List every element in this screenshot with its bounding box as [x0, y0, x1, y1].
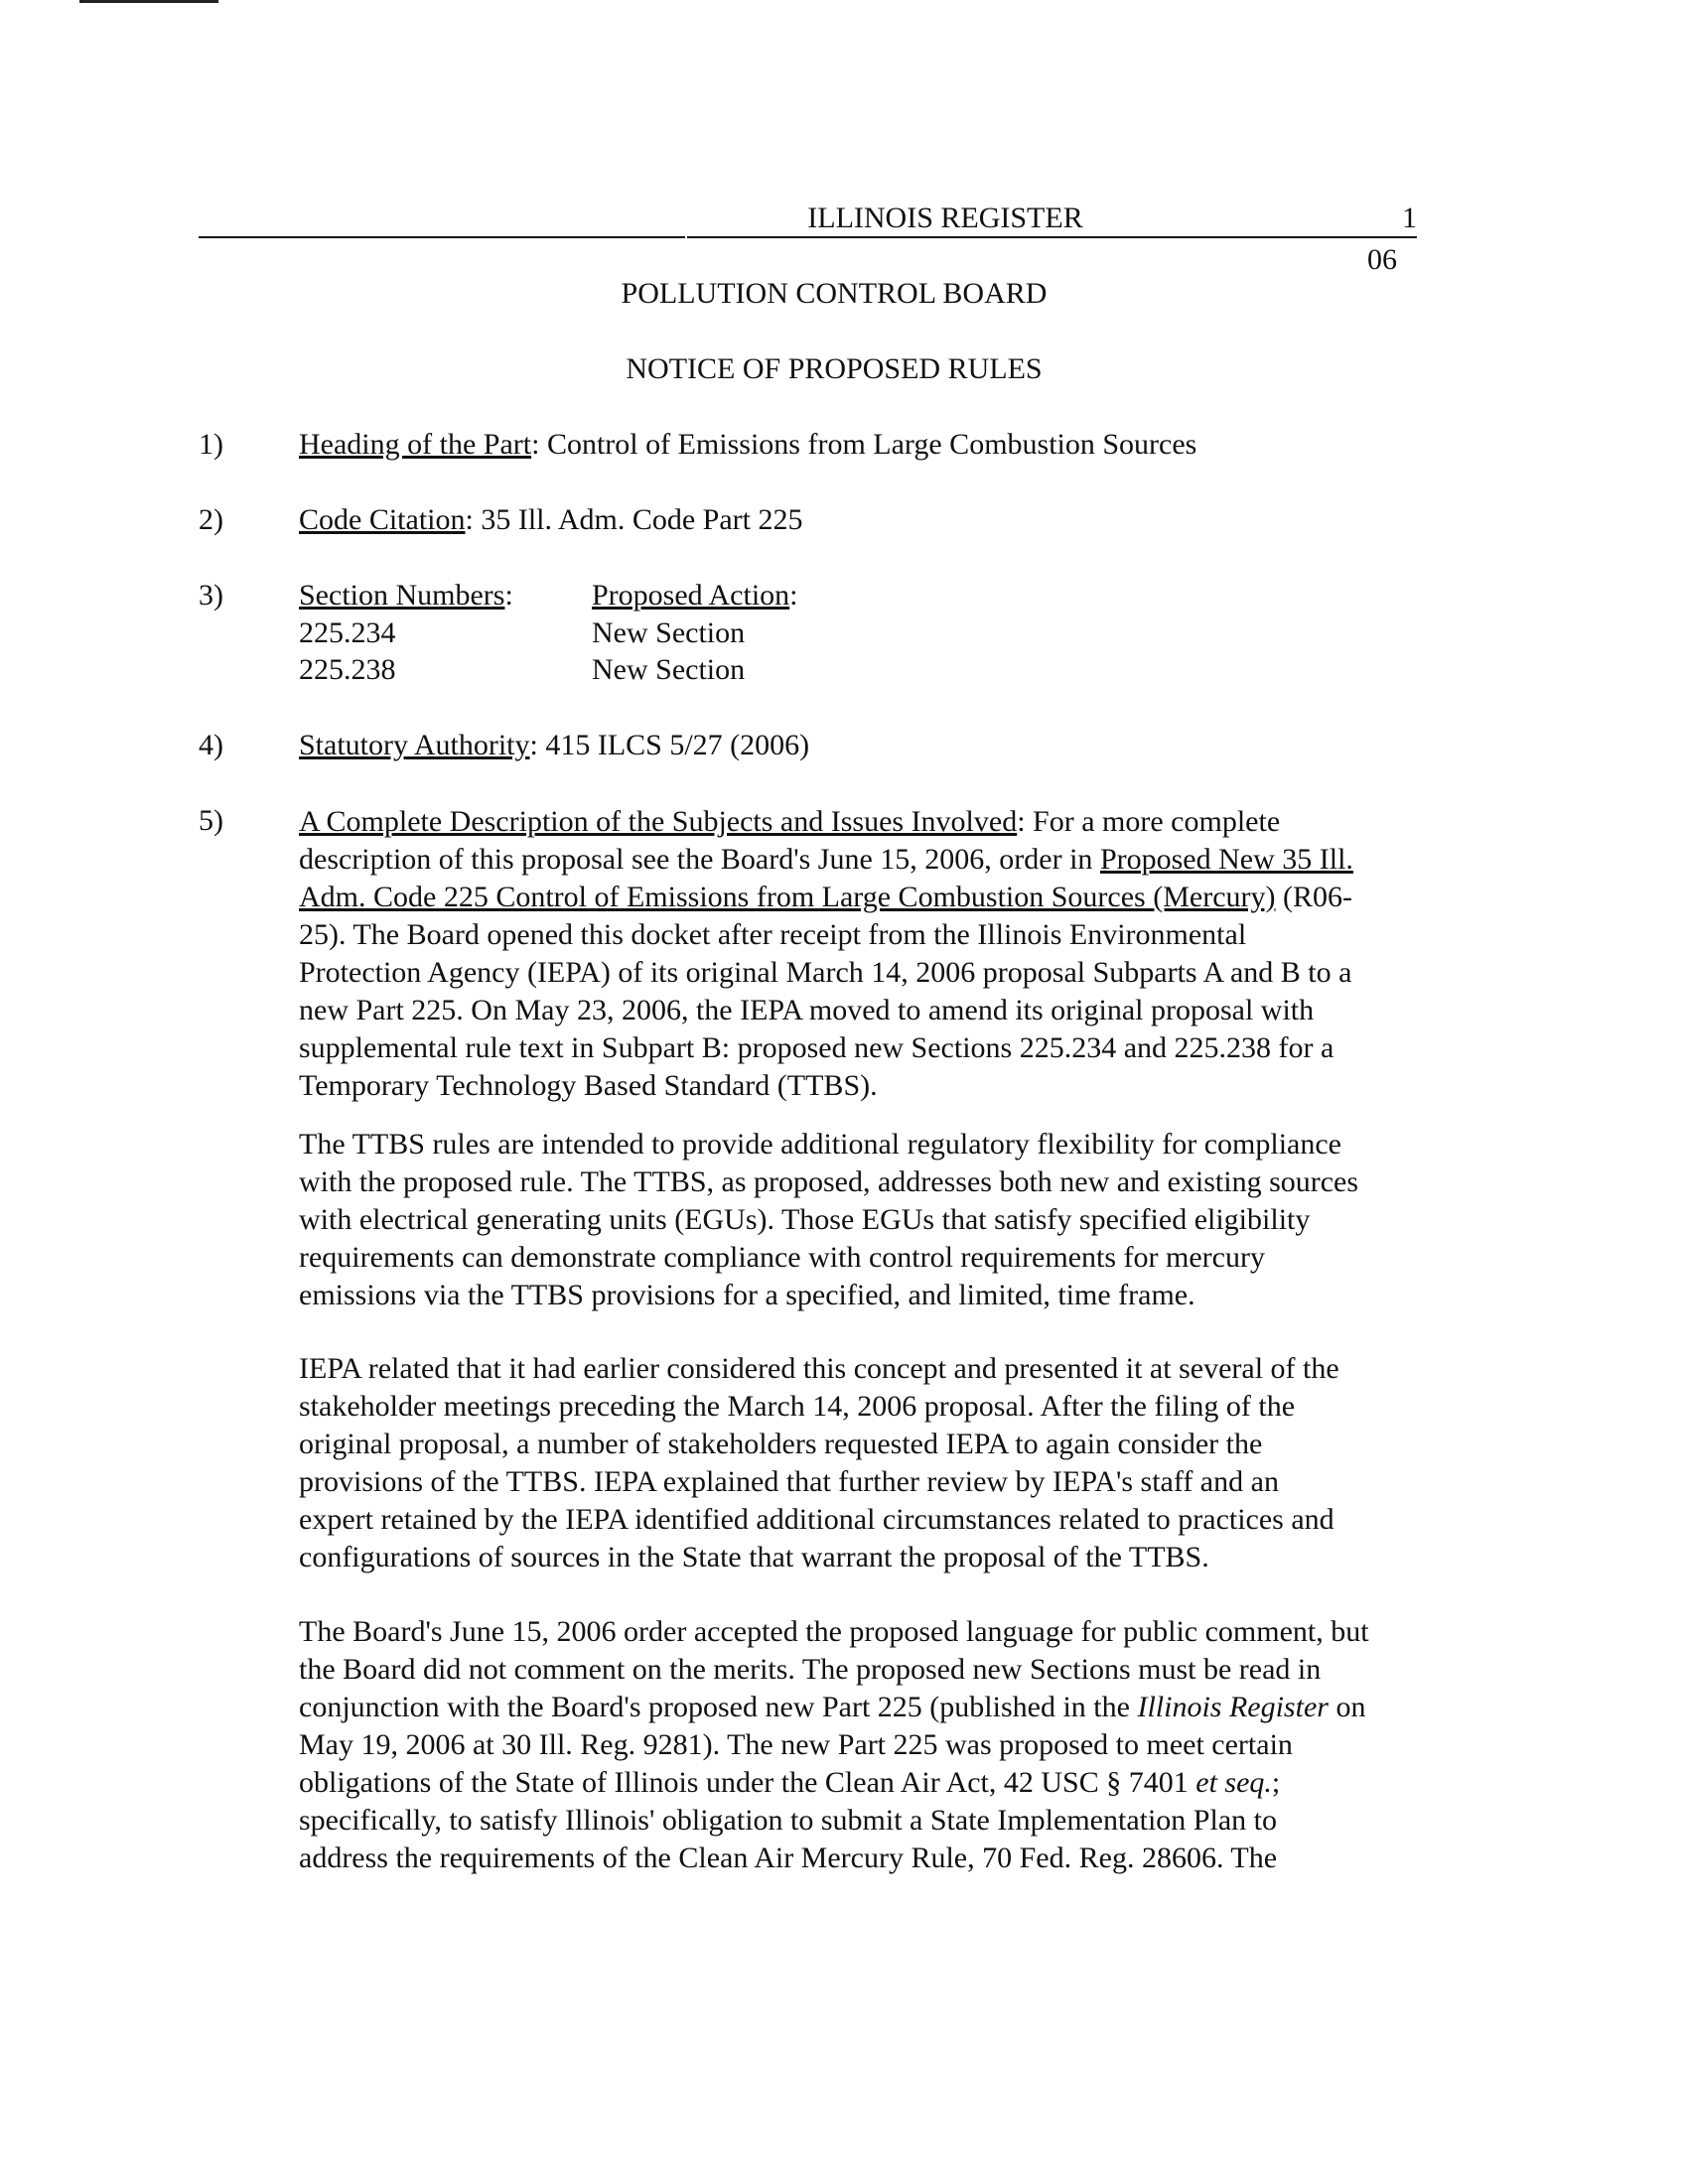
paragraph-line	[299, 841, 1471, 879]
proposed-action-label: Proposed Action	[592, 579, 790, 612]
item-4-text: : 415 ILCS 5/27 (2006)	[529, 729, 810, 761]
item-2-number: 2)	[199, 503, 223, 536]
paragraph-line: expert retained by the IEPA identified additional circumstances related to practices and	[299, 1503, 1334, 1536]
paragraph-line: IEPA related that it had earlier considered this concept and presented it at several of the	[299, 1352, 1339, 1385]
paragraph-line: provisions of the TTBS. IEPA explained that further review by IEPA's staff and an	[299, 1465, 1279, 1498]
item-2-text: : 35 Ill. Adm. Code Part 225	[465, 503, 803, 536]
header-rule-left	[199, 236, 685, 238]
item-4-line	[299, 728, 809, 763]
paragraph-line: May 19, 2006 at 30 Ill. Reg. 9281). The new Part 225 was proposed to meet certain	[299, 1728, 1293, 1761]
item-4-label: Statutory Authority	[299, 729, 530, 761]
paragraph-line: supplemental rule text in Subpart B: proposed new Sections 225.234 and 225.238 for a	[299, 1031, 1334, 1064]
item-5-text: : For a more complete	[1017, 805, 1281, 838]
item-3-number: 3)	[199, 579, 223, 612]
scan-corner-mark	[79, 0, 218, 3]
item-2-line	[299, 502, 803, 538]
paragraph-line	[299, 803, 1471, 841]
paragraph-line: The TTBS rules are intended to provide additional regulatory flexibility for compliance	[299, 1128, 1341, 1160]
register-header	[199, 201, 1417, 240]
paragraph-line: original proposal, a number of stakeholders requested IEPA to again consider the	[299, 1428, 1263, 1460]
paragraph-line: with electrical generating units (EGUs). Those EGUs that satisfy specified eligibility	[299, 1203, 1311, 1236]
item-1-label: Heading of the Part	[299, 428, 532, 461]
item-5-label: A Complete Description of the Subjects and Issues Involved	[299, 805, 1018, 838]
section-number-cell: 225.238	[299, 653, 396, 686]
ttbs-paragraph	[299, 1126, 1471, 1314]
paragraph-line	[299, 1689, 1471, 1726]
paragraph-line: address the requirements of the Clean Air Mercury Rule, 70 Fed. Reg. 28606. The	[299, 1842, 1278, 1874]
paragraph-line: stakeholder meetings preceding the March 14, 2006 proposal. After the filing of the	[299, 1390, 1296, 1423]
paragraph-text: ;	[1271, 1766, 1281, 1799]
docket-title-link: Adm. Code 225 Control of Emissions from Large Combustion Sources (Mercury)	[299, 881, 1276, 913]
paragraph-text: conjunction with the Board's proposed new Part 225 (published in the	[299, 1691, 1138, 1723]
paragraph-line: 25). The Board opened this docket after receipt from the Illinois Environmental	[299, 918, 1247, 951]
paragraph-line: requirements can demonstrate compliance with control requirements for mercury	[299, 1241, 1265, 1274]
section-numbers-header: Section Numbers:	[299, 579, 513, 612]
item-2-label: Code Citation	[299, 503, 466, 536]
paragraph-line: Temporary Technology Based Standard (TTBS).	[299, 1069, 878, 1102]
paragraph-line: The Board's June 15, 2006 order accepted the proposed language for public comment, but	[299, 1615, 1369, 1648]
section-number-cell: 225.234	[299, 616, 396, 649]
item-1-line	[299, 427, 1196, 463]
item-5-paragraph	[299, 803, 1471, 1105]
iepa-paragraph	[299, 1350, 1471, 1576]
latin-phrase: et seq.	[1195, 1766, 1272, 1799]
item-1-number: 1)	[199, 428, 223, 461]
paragraph-line: specifically, to satisfy Illinois' obligation to submit a State Implementation Plan to	[299, 1804, 1277, 1837]
paragraph-line	[299, 1764, 1471, 1802]
item-5-text: description of this proposal see the Board's June 15, 2006, order in	[299, 843, 1100, 876]
page-number: 1	[1402, 202, 1417, 234]
paragraph-text: obligations of the State of Illinois under the Clean Air Act, 42 USC § 7401	[299, 1766, 1196, 1799]
proposed-action-cell: New Section	[592, 653, 746, 686]
section-numbers-label: Section Numbers	[299, 579, 505, 612]
header-rule-right	[1203, 236, 1417, 238]
paragraph-line: the Board did not comment on the merits. The proposed new Sections must be read in	[299, 1653, 1322, 1686]
register-title: ILLINOIS REGISTER	[687, 201, 1203, 238]
paragraph-line: configurations of sources in the State that warrant the proposal of the TTBS.	[299, 1541, 1209, 1573]
docket-title-link: Proposed New 35 Ill.	[1099, 843, 1353, 876]
paragraph-line: with the proposed rule. The TTBS, as proposed, addresses both new and existing sources	[299, 1165, 1359, 1198]
paragraph-line: emissions via the TTBS provisions for a specified, and limited, time frame.	[299, 1279, 1195, 1311]
proposed-action-cell: New Section	[592, 616, 746, 649]
notice-type-heading: NOTICE OF PROPOSED RULES	[626, 352, 1043, 385]
board-order-paragraph	[299, 1613, 1471, 1877]
issue-number: 06	[1367, 243, 1397, 276]
paragraph-text: on	[1328, 1691, 1366, 1723]
item-1-text: : Control of Emissions from Large Combustion Sources	[531, 428, 1197, 461]
item-5-text: (R06-	[1275, 881, 1352, 913]
publication-title: Illinois Register	[1137, 1691, 1329, 1723]
paragraph-line	[299, 879, 1471, 916]
item-4-number: 4)	[199, 729, 223, 761]
paragraph-line: Protection Agency (IEPA) of its original March 14, 2006 proposal Subparts A and B to a	[299, 956, 1352, 989]
item-5-number: 5)	[199, 804, 223, 837]
paragraph-line: new Part 225. On May 23, 2006, the IEPA moved to amend its original proposal with	[299, 994, 1315, 1026]
proposed-action-header: Proposed Action:	[592, 579, 798, 612]
agency-heading: POLLUTION CONTROL BOARD	[621, 277, 1048, 310]
